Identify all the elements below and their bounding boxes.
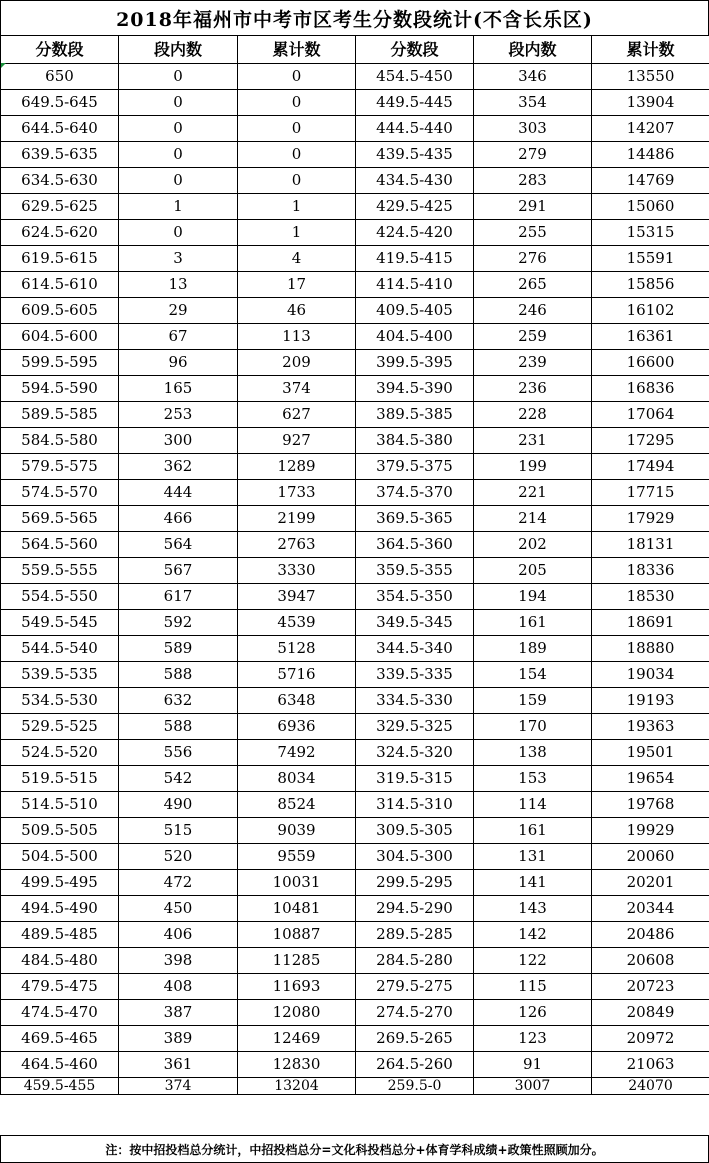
cell-cumulative-left: 8034 bbox=[238, 766, 356, 792]
cell-cumulative-left: 0 bbox=[238, 168, 356, 194]
cell-score-range-right: 259.5-0 bbox=[356, 1078, 474, 1095]
cell-score-range-left: 579.5-575 bbox=[1, 454, 119, 480]
table-row bbox=[1, 922, 709, 948]
table-row bbox=[1, 90, 709, 116]
cell-cumulative-left: 17 bbox=[238, 272, 356, 298]
cell-segment-count-left: 96 bbox=[119, 350, 238, 376]
header-segment-count-left: 段内数 bbox=[119, 36, 238, 64]
cell-cumulative-right: 20723 bbox=[592, 974, 709, 1000]
cell-score-range-right: 379.5-375 bbox=[356, 454, 474, 480]
cell-segment-count-left: 592 bbox=[119, 610, 238, 636]
cell-score-range-left: 464.5-460 bbox=[1, 1052, 119, 1078]
cell-score-range-left: 624.5-620 bbox=[1, 220, 119, 246]
cell-score-range-right: 369.5-365 bbox=[356, 506, 474, 532]
cell-segment-count-right: 161 bbox=[474, 818, 592, 844]
cell-segment-count-right: 126 bbox=[474, 1000, 592, 1026]
cell-segment-count-left: 165 bbox=[119, 376, 238, 402]
cell-cumulative-left: 12469 bbox=[238, 1026, 356, 1052]
table-row bbox=[1, 324, 709, 350]
cell-segment-count-right: 153 bbox=[474, 766, 592, 792]
cell-cumulative-left: 113 bbox=[238, 324, 356, 350]
cell-segment-count-right: 154 bbox=[474, 662, 592, 688]
table-row bbox=[1, 1000, 709, 1026]
cell-score-range-left: 549.5-545 bbox=[1, 610, 119, 636]
cell-score-range-right: 279.5-275 bbox=[356, 974, 474, 1000]
cell-segment-count-right: 279 bbox=[474, 142, 592, 168]
cell-cumulative-right: 17715 bbox=[592, 480, 709, 506]
cell-cumulative-right: 19193 bbox=[592, 688, 709, 714]
cell-segment-count-right: 214 bbox=[474, 506, 592, 532]
cell-cumulative-left: 12830 bbox=[238, 1052, 356, 1078]
cell-cumulative-left: 6936 bbox=[238, 714, 356, 740]
cell-cumulative-left: 10887 bbox=[238, 922, 356, 948]
cell-segment-count-left: 13 bbox=[119, 272, 238, 298]
cell-cumulative-right: 20972 bbox=[592, 1026, 709, 1052]
cell-score-range-right: 339.5-335 bbox=[356, 662, 474, 688]
cell-cumulative-left: 209 bbox=[238, 350, 356, 376]
cell-cumulative-right: 15856 bbox=[592, 272, 709, 298]
cell-score-range-right: 404.5-400 bbox=[356, 324, 474, 350]
cell-cumulative-left: 10481 bbox=[238, 896, 356, 922]
header-score-range-left: 分数段 bbox=[1, 36, 119, 64]
cell-cumulative-right: 20060 bbox=[592, 844, 709, 870]
cell-score-range-left: 564.5-560 bbox=[1, 532, 119, 558]
cell-segment-count-right: 303 bbox=[474, 116, 592, 142]
cell-cumulative-left: 0 bbox=[238, 90, 356, 116]
table-row bbox=[1, 298, 709, 324]
cell-score-range-right: 429.5-425 bbox=[356, 194, 474, 220]
cell-cumulative-left: 2763 bbox=[238, 532, 356, 558]
cell-score-range-right: 419.5-415 bbox=[356, 246, 474, 272]
cell-score-range-right: 264.5-260 bbox=[356, 1052, 474, 1078]
cell-segment-count-left: 490 bbox=[119, 792, 238, 818]
table-row bbox=[1, 454, 709, 480]
cell-cumulative-left: 46 bbox=[238, 298, 356, 324]
cell-score-range-right: 424.5-420 bbox=[356, 220, 474, 246]
cell-score-range-right: 329.5-325 bbox=[356, 714, 474, 740]
cell-segment-count-right: 239 bbox=[474, 350, 592, 376]
cell-score-range-right: 349.5-345 bbox=[356, 610, 474, 636]
table-row bbox=[1, 116, 709, 142]
cell-cumulative-left: 9559 bbox=[238, 844, 356, 870]
cell-cumulative-left: 3947 bbox=[238, 584, 356, 610]
cell-cumulative-right: 14769 bbox=[592, 168, 709, 194]
cell-cumulative-left: 374 bbox=[238, 376, 356, 402]
table-row bbox=[1, 1078, 709, 1095]
cell-score-range-right: 434.5-430 bbox=[356, 168, 474, 194]
cell-cumulative-left: 1289 bbox=[238, 454, 356, 480]
cell-score-range-left: 544.5-540 bbox=[1, 636, 119, 662]
cell-score-range-right: 439.5-435 bbox=[356, 142, 474, 168]
cell-score-range-right: 389.5-385 bbox=[356, 402, 474, 428]
cell-segment-count-left: 0 bbox=[119, 116, 238, 142]
cell-cumulative-right: 17064 bbox=[592, 402, 709, 428]
cell-score-range-left: 554.5-550 bbox=[1, 584, 119, 610]
cell-segment-count-left: 3 bbox=[119, 246, 238, 272]
cell-segment-count-left: 374 bbox=[119, 1078, 238, 1095]
cell-score-range-right: 304.5-300 bbox=[356, 844, 474, 870]
cell-segment-count-right: 276 bbox=[474, 246, 592, 272]
cell-cumulative-right: 20344 bbox=[592, 896, 709, 922]
cell-cumulative-left: 12080 bbox=[238, 1000, 356, 1026]
cell-score-range-left: 484.5-480 bbox=[1, 948, 119, 974]
cell-cumulative-left: 0 bbox=[238, 64, 356, 90]
cell-cumulative-right: 14486 bbox=[592, 142, 709, 168]
cell-cumulative-right: 13550 bbox=[592, 64, 709, 90]
cell-segment-count-right: 231 bbox=[474, 428, 592, 454]
cell-cumulative-left: 1 bbox=[238, 194, 356, 220]
cell-segment-count-left: 0 bbox=[119, 168, 238, 194]
table-row bbox=[1, 662, 709, 688]
cell-score-range-left: 650 bbox=[1, 64, 119, 90]
cell-score-range-left: 574.5-570 bbox=[1, 480, 119, 506]
cell-segment-count-right: 346 bbox=[474, 64, 592, 90]
cell-cumulative-right: 21063 bbox=[592, 1052, 709, 1078]
cell-score-range-right: 309.5-305 bbox=[356, 818, 474, 844]
cell-cumulative-right: 15315 bbox=[592, 220, 709, 246]
cell-segment-count-left: 556 bbox=[119, 740, 238, 766]
cell-segment-count-right: 138 bbox=[474, 740, 592, 766]
cell-score-range-left: 494.5-490 bbox=[1, 896, 119, 922]
cell-segment-count-right: 141 bbox=[474, 870, 592, 896]
header-cumulative-left: 累计数 bbox=[238, 36, 356, 64]
table-row bbox=[1, 714, 709, 740]
cell-cumulative-left: 5716 bbox=[238, 662, 356, 688]
cell-cumulative-right: 16836 bbox=[592, 376, 709, 402]
cell-score-range-left: 469.5-465 bbox=[1, 1026, 119, 1052]
table-row bbox=[1, 610, 709, 636]
cell-cumulative-right: 20849 bbox=[592, 1000, 709, 1026]
cell-score-range-right: 319.5-315 bbox=[356, 766, 474, 792]
cell-segment-count-right: 199 bbox=[474, 454, 592, 480]
table-row bbox=[1, 532, 709, 558]
cell-segment-count-left: 398 bbox=[119, 948, 238, 974]
cell-cumulative-left: 11693 bbox=[238, 974, 356, 1000]
cell-segment-count-right: 228 bbox=[474, 402, 592, 428]
table-row bbox=[1, 948, 709, 974]
cell-score-range-right: 409.5-405 bbox=[356, 298, 474, 324]
cell-score-range-right: 334.5-330 bbox=[356, 688, 474, 714]
table-row bbox=[1, 350, 709, 376]
cell-cumulative-right: 19654 bbox=[592, 766, 709, 792]
cell-score-range-left: 604.5-600 bbox=[1, 324, 119, 350]
cell-segment-count-right: 122 bbox=[474, 948, 592, 974]
cell-score-range-left: 474.5-470 bbox=[1, 1000, 119, 1026]
cell-score-range-left: 479.5-475 bbox=[1, 974, 119, 1000]
table-row bbox=[1, 142, 709, 168]
table-body bbox=[1, 64, 709, 1095]
cell-cumulative-right: 19501 bbox=[592, 740, 709, 766]
table-row bbox=[1, 480, 709, 506]
cell-segment-count-left: 1 bbox=[119, 194, 238, 220]
cell-cumulative-right: 13904 bbox=[592, 90, 709, 116]
cell-segment-count-right: 291 bbox=[474, 194, 592, 220]
cell-segment-count-left: 300 bbox=[119, 428, 238, 454]
cell-cumulative-left: 0 bbox=[238, 142, 356, 168]
cell-corner-marker-icon bbox=[1, 63, 6, 68]
table-row bbox=[1, 1052, 709, 1078]
cell-score-range-left: 489.5-485 bbox=[1, 922, 119, 948]
footnote: 注：按中招投档总分统计，中招投档总分=文化科投档总分+体育学科成绩+政策性照顾加分。 bbox=[0, 1135, 709, 1163]
cell-score-range-left: 509.5-505 bbox=[1, 818, 119, 844]
cell-cumulative-left: 3330 bbox=[238, 558, 356, 584]
cell-segment-count-left: 0 bbox=[119, 220, 238, 246]
cell-segment-count-right: 3007 bbox=[474, 1078, 592, 1095]
cell-score-range-right: 384.5-380 bbox=[356, 428, 474, 454]
cell-cumulative-left: 2199 bbox=[238, 506, 356, 532]
cell-cumulative-left: 627 bbox=[238, 402, 356, 428]
cell-segment-count-left: 542 bbox=[119, 766, 238, 792]
cell-score-range-left: 539.5-535 bbox=[1, 662, 119, 688]
header-cumulative-right: 累计数 bbox=[592, 36, 709, 64]
cell-score-range-right: 354.5-350 bbox=[356, 584, 474, 610]
cell-score-range-right: 374.5-370 bbox=[356, 480, 474, 506]
cell-segment-count-right: 194 bbox=[474, 584, 592, 610]
cell-segment-count-left: 0 bbox=[119, 90, 238, 116]
cell-score-range-left: 619.5-615 bbox=[1, 246, 119, 272]
cell-score-range-right: 289.5-285 bbox=[356, 922, 474, 948]
cell-score-range-left: 594.5-590 bbox=[1, 376, 119, 402]
cell-segment-count-right: 142 bbox=[474, 922, 592, 948]
cell-score-range-left: 459.5-455 bbox=[1, 1078, 119, 1095]
cell-score-range-left: 629.5-625 bbox=[1, 194, 119, 220]
cell-score-range-left: 569.5-565 bbox=[1, 506, 119, 532]
cell-segment-count-left: 408 bbox=[119, 974, 238, 1000]
cell-segment-count-right: 202 bbox=[474, 532, 592, 558]
cell-segment-count-left: 0 bbox=[119, 142, 238, 168]
cell-cumulative-left: 7492 bbox=[238, 740, 356, 766]
table-row bbox=[1, 792, 709, 818]
cell-cumulative-right: 24070 bbox=[592, 1078, 709, 1095]
cell-score-range-left: 559.5-555 bbox=[1, 558, 119, 584]
cell-cumulative-left: 6348 bbox=[238, 688, 356, 714]
table-row bbox=[1, 688, 709, 714]
table-row bbox=[1, 584, 709, 610]
cell-cumulative-right: 18131 bbox=[592, 532, 709, 558]
cell-score-range-left: 514.5-510 bbox=[1, 792, 119, 818]
cell-segment-count-left: 406 bbox=[119, 922, 238, 948]
cell-segment-count-left: 567 bbox=[119, 558, 238, 584]
cell-score-range-left: 504.5-500 bbox=[1, 844, 119, 870]
cell-cumulative-right: 19929 bbox=[592, 818, 709, 844]
cell-cumulative-right: 17494 bbox=[592, 454, 709, 480]
cell-cumulative-right: 20608 bbox=[592, 948, 709, 974]
cell-segment-count-right: 354 bbox=[474, 90, 592, 116]
cell-segment-count-left: 450 bbox=[119, 896, 238, 922]
cell-cumulative-left: 8524 bbox=[238, 792, 356, 818]
header-row bbox=[1, 36, 709, 64]
table-row bbox=[1, 272, 709, 298]
table-row bbox=[1, 402, 709, 428]
cell-cumulative-left: 4 bbox=[238, 246, 356, 272]
cell-cumulative-right: 20201 bbox=[592, 870, 709, 896]
cell-cumulative-right: 18336 bbox=[592, 558, 709, 584]
cell-segment-count-right: 159 bbox=[474, 688, 592, 714]
cell-segment-count-right: 259 bbox=[474, 324, 592, 350]
table-row bbox=[1, 740, 709, 766]
table-row bbox=[1, 870, 709, 896]
cell-cumulative-right: 19768 bbox=[592, 792, 709, 818]
cell-segment-count-right: 91 bbox=[474, 1052, 592, 1078]
cell-cumulative-left: 927 bbox=[238, 428, 356, 454]
table-row bbox=[1, 428, 709, 454]
cell-score-range-right: 444.5-440 bbox=[356, 116, 474, 142]
cell-score-range-right: 269.5-265 bbox=[356, 1026, 474, 1052]
cell-cumulative-left: 0 bbox=[238, 116, 356, 142]
table-row bbox=[1, 220, 709, 246]
header-segment-count-right: 段内数 bbox=[474, 36, 592, 64]
cell-score-range-right: 344.5-340 bbox=[356, 636, 474, 662]
cell-cumulative-left: 5128 bbox=[238, 636, 356, 662]
table-row bbox=[1, 168, 709, 194]
cell-segment-count-left: 361 bbox=[119, 1052, 238, 1078]
cell-cumulative-right: 16600 bbox=[592, 350, 709, 376]
cell-segment-count-left: 387 bbox=[119, 1000, 238, 1026]
cell-score-range-right: 414.5-410 bbox=[356, 272, 474, 298]
cell-score-range-right: 399.5-395 bbox=[356, 350, 474, 376]
cell-score-range-right: 314.5-310 bbox=[356, 792, 474, 818]
cell-score-range-right: 284.5-280 bbox=[356, 948, 474, 974]
cell-segment-count-left: 0 bbox=[119, 64, 238, 90]
cell-segment-count-left: 67 bbox=[119, 324, 238, 350]
cell-segment-count-right: 123 bbox=[474, 1026, 592, 1052]
table-row bbox=[1, 194, 709, 220]
table-row bbox=[1, 558, 709, 584]
cell-segment-count-right: 170 bbox=[474, 714, 592, 740]
cell-segment-count-right: 131 bbox=[474, 844, 592, 870]
table-row bbox=[1, 896, 709, 922]
table-row bbox=[1, 636, 709, 662]
table-row bbox=[1, 246, 709, 272]
table-row bbox=[1, 506, 709, 532]
cell-cumulative-left: 1733 bbox=[238, 480, 356, 506]
cell-segment-count-right: 221 bbox=[474, 480, 592, 506]
cell-segment-count-right: 255 bbox=[474, 220, 592, 246]
cell-score-range-left: 584.5-580 bbox=[1, 428, 119, 454]
cell-score-range-right: 454.5-450 bbox=[356, 64, 474, 90]
cell-segment-count-right: 283 bbox=[474, 168, 592, 194]
cell-cumulative-right: 14207 bbox=[592, 116, 709, 142]
cell-score-range-right: 359.5-355 bbox=[356, 558, 474, 584]
cell-segment-count-right: 246 bbox=[474, 298, 592, 324]
cell-cumulative-right: 18880 bbox=[592, 636, 709, 662]
cell-segment-count-left: 29 bbox=[119, 298, 238, 324]
cell-cumulative-left: 10031 bbox=[238, 870, 356, 896]
cell-score-range-left: 644.5-640 bbox=[1, 116, 119, 142]
cell-segment-count-left: 362 bbox=[119, 454, 238, 480]
cell-segment-count-left: 520 bbox=[119, 844, 238, 870]
cell-segment-count-right: 265 bbox=[474, 272, 592, 298]
cell-segment-count-right: 161 bbox=[474, 610, 592, 636]
cell-score-range-right: 449.5-445 bbox=[356, 90, 474, 116]
cell-cumulative-right: 16361 bbox=[592, 324, 709, 350]
cell-score-range-right: 299.5-295 bbox=[356, 870, 474, 896]
cell-score-range-right: 294.5-290 bbox=[356, 896, 474, 922]
cell-score-range-left: 529.5-525 bbox=[1, 714, 119, 740]
cell-segment-count-left: 472 bbox=[119, 870, 238, 896]
cell-segment-count-left: 588 bbox=[119, 662, 238, 688]
cell-segment-count-left: 515 bbox=[119, 818, 238, 844]
cell-cumulative-right: 20486 bbox=[592, 922, 709, 948]
cell-segment-count-left: 564 bbox=[119, 532, 238, 558]
cell-cumulative-right: 17295 bbox=[592, 428, 709, 454]
table-row bbox=[1, 844, 709, 870]
score-table bbox=[0, 35, 709, 1095]
cell-score-range-left: 599.5-595 bbox=[1, 350, 119, 376]
cell-cumulative-right: 15591 bbox=[592, 246, 709, 272]
cell-segment-count-left: 617 bbox=[119, 584, 238, 610]
cell-score-range-right: 394.5-390 bbox=[356, 376, 474, 402]
cell-cumulative-right: 17929 bbox=[592, 506, 709, 532]
header-score-range-right: 分数段 bbox=[356, 36, 474, 64]
table-row bbox=[1, 818, 709, 844]
cell-segment-count-left: 632 bbox=[119, 688, 238, 714]
table-row bbox=[1, 1026, 709, 1052]
cell-score-range-left: 499.5-495 bbox=[1, 870, 119, 896]
table-row bbox=[1, 64, 709, 90]
table-row bbox=[1, 766, 709, 792]
cell-score-range-left: 534.5-530 bbox=[1, 688, 119, 714]
table-row bbox=[1, 376, 709, 402]
cell-score-range-right: 364.5-360 bbox=[356, 532, 474, 558]
cell-score-range-right: 324.5-320 bbox=[356, 740, 474, 766]
cell-segment-count-left: 389 bbox=[119, 1026, 238, 1052]
cell-cumulative-left: 9039 bbox=[238, 818, 356, 844]
cell-score-range-left: 634.5-630 bbox=[1, 168, 119, 194]
cell-cumulative-right: 18691 bbox=[592, 610, 709, 636]
cell-segment-count-right: 115 bbox=[474, 974, 592, 1000]
cell-cumulative-right: 19363 bbox=[592, 714, 709, 740]
cell-segment-count-left: 444 bbox=[119, 480, 238, 506]
cell-score-range-left: 614.5-610 bbox=[1, 272, 119, 298]
cell-segment-count-left: 588 bbox=[119, 714, 238, 740]
cell-segment-count-left: 589 bbox=[119, 636, 238, 662]
cell-cumulative-right: 15060 bbox=[592, 194, 709, 220]
cell-segment-count-right: 189 bbox=[474, 636, 592, 662]
cell-score-range-left: 519.5-515 bbox=[1, 766, 119, 792]
cell-segment-count-left: 253 bbox=[119, 402, 238, 428]
cell-score-range-left: 589.5-585 bbox=[1, 402, 119, 428]
cell-segment-count-right: 143 bbox=[474, 896, 592, 922]
cell-cumulative-left: 1 bbox=[238, 220, 356, 246]
cell-cumulative-right: 19034 bbox=[592, 662, 709, 688]
cell-cumulative-left: 11285 bbox=[238, 948, 356, 974]
cell-score-range-left: 649.5-645 bbox=[1, 90, 119, 116]
table-row bbox=[1, 974, 709, 1000]
cell-cumulative-left: 4539 bbox=[238, 610, 356, 636]
sheet-title: 2018年福州市中考市区考生分数段统计(不含长乐区) bbox=[0, 0, 709, 36]
cell-cumulative-right: 18530 bbox=[592, 584, 709, 610]
cell-segment-count-left: 466 bbox=[119, 506, 238, 532]
cell-cumulative-left: 13204 bbox=[238, 1078, 356, 1095]
cell-segment-count-right: 114 bbox=[474, 792, 592, 818]
cell-score-range-right: 274.5-270 bbox=[356, 1000, 474, 1026]
cell-segment-count-right: 205 bbox=[474, 558, 592, 584]
cell-score-range-left: 609.5-605 bbox=[1, 298, 119, 324]
cell-score-range-left: 524.5-520 bbox=[1, 740, 119, 766]
cell-cumulative-right: 16102 bbox=[592, 298, 709, 324]
cell-segment-count-right: 236 bbox=[474, 376, 592, 402]
cell-score-range-left: 639.5-635 bbox=[1, 142, 119, 168]
